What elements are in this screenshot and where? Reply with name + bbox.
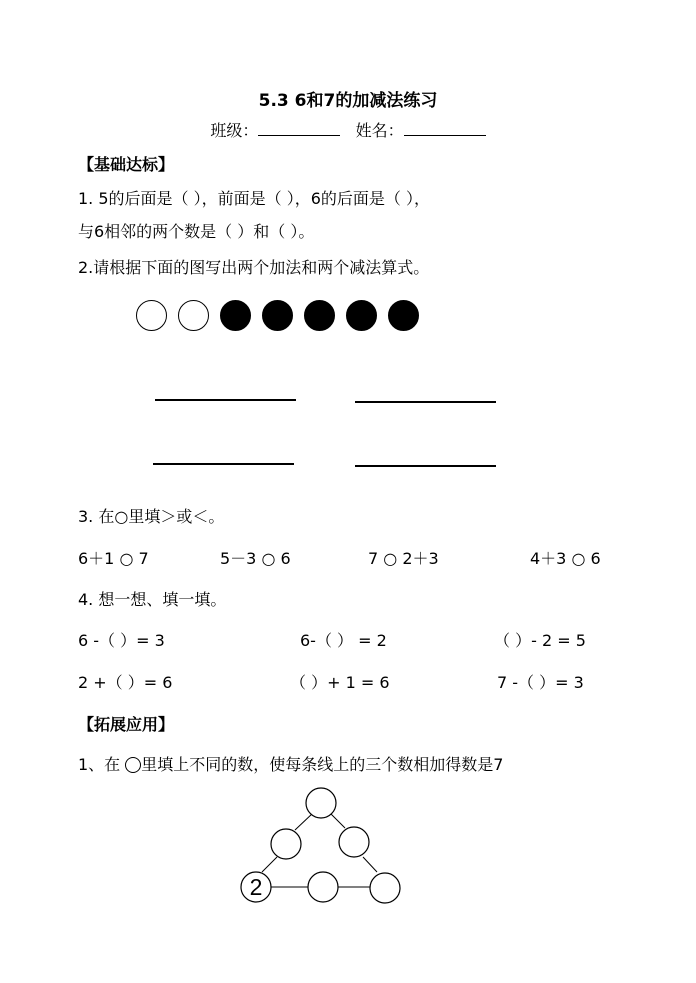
filled-circle-3 (304, 300, 335, 331)
filled-circle-1 (220, 300, 251, 331)
filled-circle-5 (388, 300, 419, 331)
answer-line-2[interactable] (355, 401, 496, 403)
answer-line-4[interactable] (355, 465, 496, 467)
triangle-top-circle[interactable] (306, 788, 336, 818)
name-blank[interactable] (404, 121, 486, 136)
circle-diagram (136, 300, 419, 331)
triangle-left-mid-circle[interactable] (271, 829, 301, 859)
filled-circle-4 (346, 300, 377, 331)
extension-question-1 (78, 752, 503, 775)
question-2: 2.请根据下面的图写出两个加法和两个减法算式。 (78, 258, 430, 277)
q4-row1-item-2: 6-（ ） = 2 (300, 631, 387, 650)
q4-row2-item-3: 7 -（ ）= 3 (497, 673, 584, 692)
class-label: 班级： (210, 121, 259, 140)
left-edge-upper (295, 813, 313, 830)
answer-line-3[interactable] (153, 463, 294, 465)
section-basic-heading: 【基础达标】 (78, 155, 175, 174)
filled-circle-2 (262, 300, 293, 331)
page-title: 5.3 6和7的加减法练习 (258, 91, 438, 111)
q3-item-4: 4＋3 ○ 6 (530, 549, 601, 568)
answer-line-1[interactable] (155, 399, 296, 401)
student-info (0, 118, 696, 141)
q3-item-2: 5－3 ○ 6 (220, 549, 291, 568)
section-extension-heading: 【拓展应用】 (78, 715, 175, 734)
triangle-right-mid-circle[interactable] (339, 827, 369, 857)
class-blank[interactable] (258, 121, 340, 136)
question-1-line-2: 与6相邻的两个数是（ ）和（ ）。 (78, 222, 315, 241)
triangle-diagram (236, 784, 408, 908)
q4-row1-item-1: 6 -（ ）= 3 (78, 631, 165, 650)
right-edge-upper (330, 813, 345, 828)
left-edge-lower (262, 857, 277, 872)
question-3: 3. 在○里填＞或＜。 (78, 507, 225, 526)
ext-q1-prefix: 1、在 (78, 755, 121, 774)
q4-row2-item-2: （ ）+ 1 = 6 (290, 673, 390, 692)
triangle-bottom-mid-circle[interactable] (308, 872, 338, 902)
question-4: 4. 想一想、填一填。 (78, 590, 227, 609)
triangle-given-number: 2 (249, 874, 263, 900)
q3-item-3: 7 ○ 2＋3 (368, 549, 439, 568)
triangle-bottom-right-circle[interactable] (370, 873, 400, 903)
q4-row1-item-3: （ ）- 2 = 5 (494, 631, 586, 650)
name-label: 姓名： (355, 121, 404, 140)
hollow-circle-1 (136, 300, 167, 331)
q3-item-1: 6＋1 ○ 7 (78, 549, 149, 568)
q4-row2-item-1: 2 +（ ）= 6 (78, 673, 173, 692)
inline-circle-icon (125, 757, 141, 773)
ext-q1-suffix: 里填上不同的数，使每条线上的三个数相加得数是7 (141, 755, 504, 774)
hollow-circle-2 (178, 300, 209, 331)
question-1-line-1: 1. 5的后面是（ ），前面是（ ），6的后面是（ ）， (78, 189, 430, 208)
right-edge-lower (363, 857, 377, 872)
